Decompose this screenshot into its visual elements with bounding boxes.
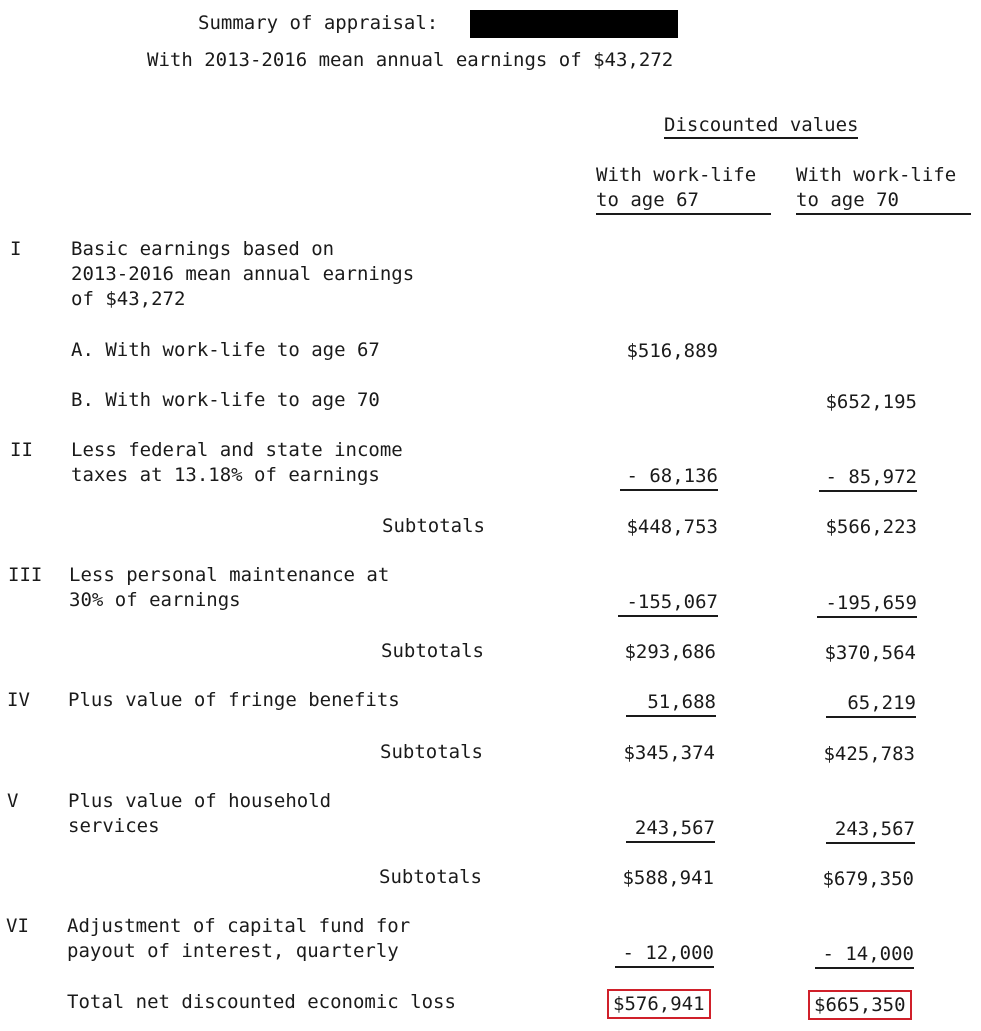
discounted-values-heading: Discounted values	[664, 113, 858, 139]
section-numeral-v: V	[7, 790, 19, 812]
section-iv-subtotal-col2: $425,783	[823, 743, 915, 765]
total-loss-col2: $665,350	[808, 990, 912, 1020]
column-1-heading-line1: With work-life	[596, 164, 757, 186]
section-numeral-vi: VI	[6, 915, 29, 937]
section-vi-col2-value: - 14,000	[815, 942, 914, 969]
section-iv-col1-value: 51,688	[626, 690, 716, 717]
section-v-line2: services	[68, 815, 160, 837]
section-i-a-value: $516,889	[626, 340, 718, 362]
section-numeral-i: I	[10, 238, 22, 260]
section-ii-subtotal-col1: $448,753	[626, 516, 718, 538]
section-numeral-iv: IV	[7, 689, 30, 711]
section-numeral-iii: III	[8, 564, 43, 586]
subtotals-label: Subtotals	[382, 515, 485, 537]
section-i-b-value: $652,195	[825, 391, 917, 413]
section-iii-subtotal-col2: $370,564	[824, 642, 916, 664]
section-i-a-label: A. With work-life to age 67	[71, 339, 380, 361]
section-ii-subtotal-col2: $566,223	[825, 516, 917, 538]
section-ii-line2: taxes at 13.18% of earnings	[71, 464, 380, 486]
section-i-line3: of $43,272	[71, 288, 186, 310]
column-2-heading-line1: With work-life	[796, 164, 957, 186]
section-v-col2-value: 243,567	[826, 817, 915, 844]
section-i-b-label: B. With work-life to age 70	[71, 389, 380, 411]
section-iv-col2-value: 65,219	[826, 691, 916, 718]
section-iii-line1: Less personal maintenance at	[69, 564, 390, 586]
section-vi-col1-value: - 12,000	[615, 941, 714, 968]
section-ii-col2-value: - 85,972	[819, 465, 917, 492]
appraisal-title: Summary of appraisal:	[198, 12, 439, 34]
column-1-heading-line2: to age 67	[596, 188, 771, 215]
section-ii-line1: Less federal and state income	[71, 439, 403, 461]
section-iv-subtotal-col1: $345,374	[623, 742, 715, 764]
section-i-line1: Basic earnings based on	[71, 238, 335, 260]
section-iii-col1-value: -155,067	[618, 590, 718, 617]
section-v-col1-value: 243,567	[626, 816, 715, 843]
section-vi-line1: Adjustment of capital fund for	[67, 915, 411, 937]
column-2-heading-line2: to age 70	[796, 188, 971, 215]
section-v-subtotal-col2: $679,350	[822, 868, 914, 890]
total-loss-col1: $576,941	[607, 989, 711, 1019]
section-iii-line2: 30% of earnings	[69, 589, 241, 611]
section-v-subtotal-col1: $588,941	[622, 867, 714, 889]
total-loss-label: Total net discounted economic loss	[67, 991, 456, 1013]
section-numeral-ii: II	[10, 439, 33, 461]
section-i-line2: 2013-2016 mean annual earnings	[71, 263, 415, 285]
section-vi-line2: payout of interest, quarterly	[67, 940, 399, 962]
appraisal-subtitle: With 2013-2016 mean annual earnings of $43,272	[147, 49, 674, 71]
redacted-name	[470, 10, 678, 38]
section-iii-subtotal-col1: $293,686	[624, 641, 716, 663]
section-ii-col1-value: - 68,136	[620, 464, 718, 491]
section-v-line1: Plus value of household	[68, 790, 332, 812]
subtotals-label: Subtotals	[381, 640, 484, 662]
section-iii-col2-value: -195,659	[817, 591, 917, 618]
subtotals-label: Subtotals	[379, 866, 482, 888]
section-iv-line1: Plus value of fringe benefits	[68, 689, 400, 711]
subtotals-label: Subtotals	[380, 741, 483, 763]
